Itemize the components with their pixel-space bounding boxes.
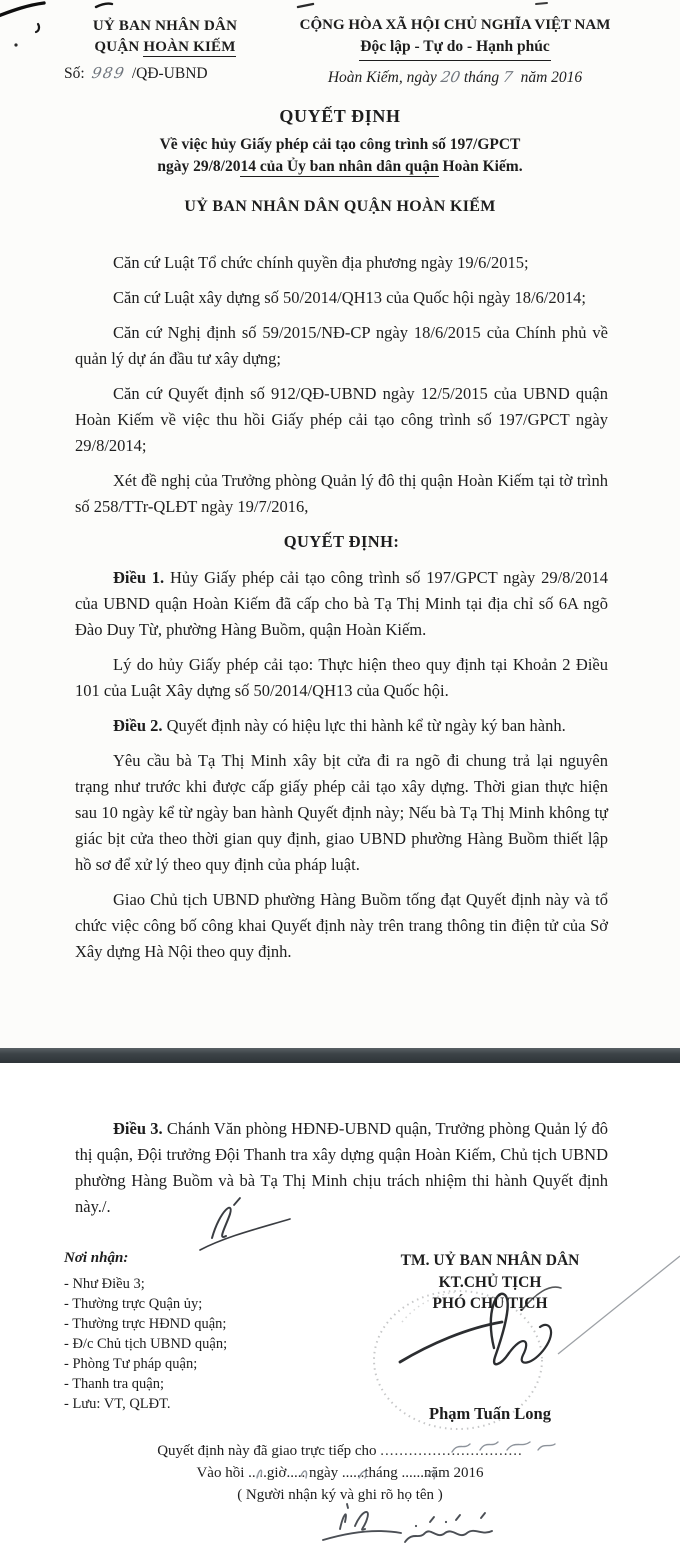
recipient-item: - Phòng Tư pháp quận; (64, 1356, 198, 1372)
article-3-lead: Điều 3. (113, 1119, 163, 1138)
place-date-line (278, 68, 632, 87)
recipient-item: - Thanh tra quận; (64, 1376, 164, 1392)
article-1-paragraph (75, 565, 608, 643)
subtitle-segment: Hoàn Kiếm. (438, 158, 523, 175)
issuing-org-district-name: HOÀN KIẾM (143, 39, 236, 55)
date-month-handwritten: 7 (501, 68, 515, 86)
article-2-lead: Điều 2. (113, 716, 163, 735)
signature-on-behalf-line: TM. UỶ BAN NHÂN DÂN (400, 1252, 580, 1269)
issuer-heading: UỶ BAN NHÂN DÂN QUẬN HOÀN KIẾM (184, 198, 496, 215)
decision-heading: QUYẾT ĐỊNH: (283, 532, 400, 551)
delivery-line3: ( Người nhận ký và ghi rõ họ tên ) (237, 1487, 443, 1503)
delivery-line1-text: Quyết định này đã giao trực tiếp cho (157, 1443, 381, 1459)
preamble-paragraph: Căn cứ Quyết định số 912/QĐ-UBND ngày 12/5/2015 của UBND quận Hoàn Kiếm về việc thu hồi Giấy phép cải tạo công trình số 197/GPCT ngày 29/8/2014; (75, 384, 608, 455)
article-1-reason-text: Lý do hủy Giấy phép cải tạo: Thực hiện theo quy định tại Khoản 2 Điều 101 của Luật Xây dựng số 50/2014/QH13 của Quốc hội. (75, 655, 608, 700)
article-1-lead: Điều 1. (113, 568, 165, 587)
article-2-text: Quyết định này có hiệu lực thi hành kể từ ngày ký ban hành. (162, 716, 566, 735)
issuing-org-line2 (73, 37, 257, 58)
recipient-item: - Đ/c Chủ tịch UBND quận; (64, 1336, 228, 1352)
recipient-item: - Thường trực HĐND quận; (64, 1316, 227, 1332)
article-2-paragraph (75, 713, 608, 739)
delivery-line1-dotted-fill: .............................. (380, 1443, 523, 1459)
national-motto: Độc lập - Tự do - Hạnh phúc (359, 36, 550, 61)
delivery-line2: Vào hồi .....giờ..... ngày ......tháng ......năm 2016 (196, 1465, 484, 1481)
article-1-text: Hủy Giấy phép cải tạo công trình số 197/GPCT ngày 29/8/2014 của UBND quận Hoàn Kiếm đã cấp cho bà Tạ Thị Minh tại địa chỉ số 6A ngõ Đào Duy Từ, phường Hàng Buồm, quận Hoàn Kiếm. (75, 568, 608, 639)
date-month-label: tháng (463, 69, 500, 86)
recipient-item: - Lưu: VT, QLĐT. (64, 1396, 171, 1412)
subtitle-underlined-segment: 14 của Ủy ban nhân dân quận (240, 158, 439, 175)
article-3-paragraph (75, 1116, 608, 1220)
date-place: Hoàn Kiếm, ngày (327, 69, 437, 86)
decision-body-page1 (75, 250, 608, 974)
page-break-separator-bar (0, 1048, 680, 1063)
document-title-block (0, 106, 680, 178)
recipient-item: - Như Điều 3; (64, 1276, 145, 1292)
recipient-item: - Thường trực Quận ủy; (64, 1296, 203, 1312)
subtitle-segment: ngày 29/8/20 (157, 158, 241, 175)
document-number-line (64, 64, 208, 83)
document-subtitle-line2 (0, 156, 680, 178)
preamble-paragraph: Căn cứ Nghị định số 59/2015/NĐ-CP ngày 18/6/2015 của Chính phủ về quản lý dự án đầu tư xây dựng; (75, 323, 608, 368)
preamble-paragraph: Xét đề nghị của Trưởng phòng Quản lý đô thị quận Hoàn Kiếm tại tờ trình số 258/TTr-QLĐT ngày 19/7/2016, (75, 471, 608, 516)
national-header-block (278, 14, 632, 61)
document-number-label: Số: (64, 65, 85, 82)
article-3-text: Chánh Văn phòng HĐNĐ-UBND quận, Trưởng phòng Quản lý đô thị quận, Đội trưởng Đội Thanh tra xây dựng quận Hoàn Kiếm, Chủ tịch UBND phường Hàng Buồm và bà Tạ Thị Minh chịu trách nhiệm thi hành Quyết định này./. (75, 1119, 608, 1216)
preamble-paragraph: Căn cứ Luật xây dựng số 50/2014/QH13 của Quốc hội ngày 18/6/2014; (113, 288, 586, 307)
decision-body-page2 (75, 1116, 608, 1229)
issuing-org-district-prefix: QUẬN (94, 39, 144, 55)
signature-authority-block (355, 1250, 625, 1315)
recipients-heading: Nơi nhận: (64, 1250, 129, 1266)
document-number-handwritten: 989 (90, 64, 127, 82)
delivery-line1 (0, 1440, 680, 1462)
signature-deputy-line: KT.CHỦ TỊCH (438, 1273, 542, 1291)
article-2-assignment-paragraph (75, 887, 608, 965)
article-2-requirement-text: Yêu cầu bà Tạ Thị Minh xây bịt cửa đi ra ngõ đi chung trả lại nguyên trạng như trước khi được cấp giấy phép cải tạo xây dựng. Thời gian thực hiện sau 10 ngày kể từ ngày ban hành Quyết định này; Nếu bà Tạ Thị Minh không tự giác bịt cửa theo thời gian quy định, giao UBND phường Hàng Buồm thiết lập hồ sơ để xử lý theo quy định của pháp luật. (75, 751, 608, 874)
article-2-assignment-text: Giao Chủ tịch UBND phường Hàng Buồm tống đạt Quyết định này và tổ chức việc công bố công khai Quyết định này trên trang thông tin điện tử của Sở Xây dựng Hà Nội theo quy định. (75, 890, 608, 961)
national-title: CỘNG HÒA XÃ HỘI CHỦ NGHĨA VIỆT NAM (299, 17, 611, 33)
article-2-requirement-paragraph (75, 748, 608, 878)
document-number-suffix: /QĐ-UBND (131, 65, 208, 82)
preamble-paragraph: Căn cứ Luật Tổ chức chính quyền địa phương ngày 19/6/2015; (113, 253, 529, 272)
issuing-org-block (73, 16, 257, 58)
signer-name: Phạm Tuấn Long (429, 1404, 551, 1423)
date-year: năm 2016 (520, 69, 583, 86)
issuing-org-line1: UỶ BAN NHÂN DÂN (92, 18, 238, 34)
article-1-reason-paragraph (75, 652, 608, 704)
date-day-handwritten: 20 (439, 68, 462, 86)
recipients-block (64, 1250, 304, 1414)
signature-title-line: PHÓ CHỦ TỊCH (432, 1295, 548, 1312)
document-subtitle-line1: Về việc hủy Giấy phép cải tạo công trình số 197/GPCT (159, 136, 521, 153)
delivery-note-block (0, 1440, 680, 1506)
document-title: QUYẾT ĐỊNH (279, 106, 401, 126)
